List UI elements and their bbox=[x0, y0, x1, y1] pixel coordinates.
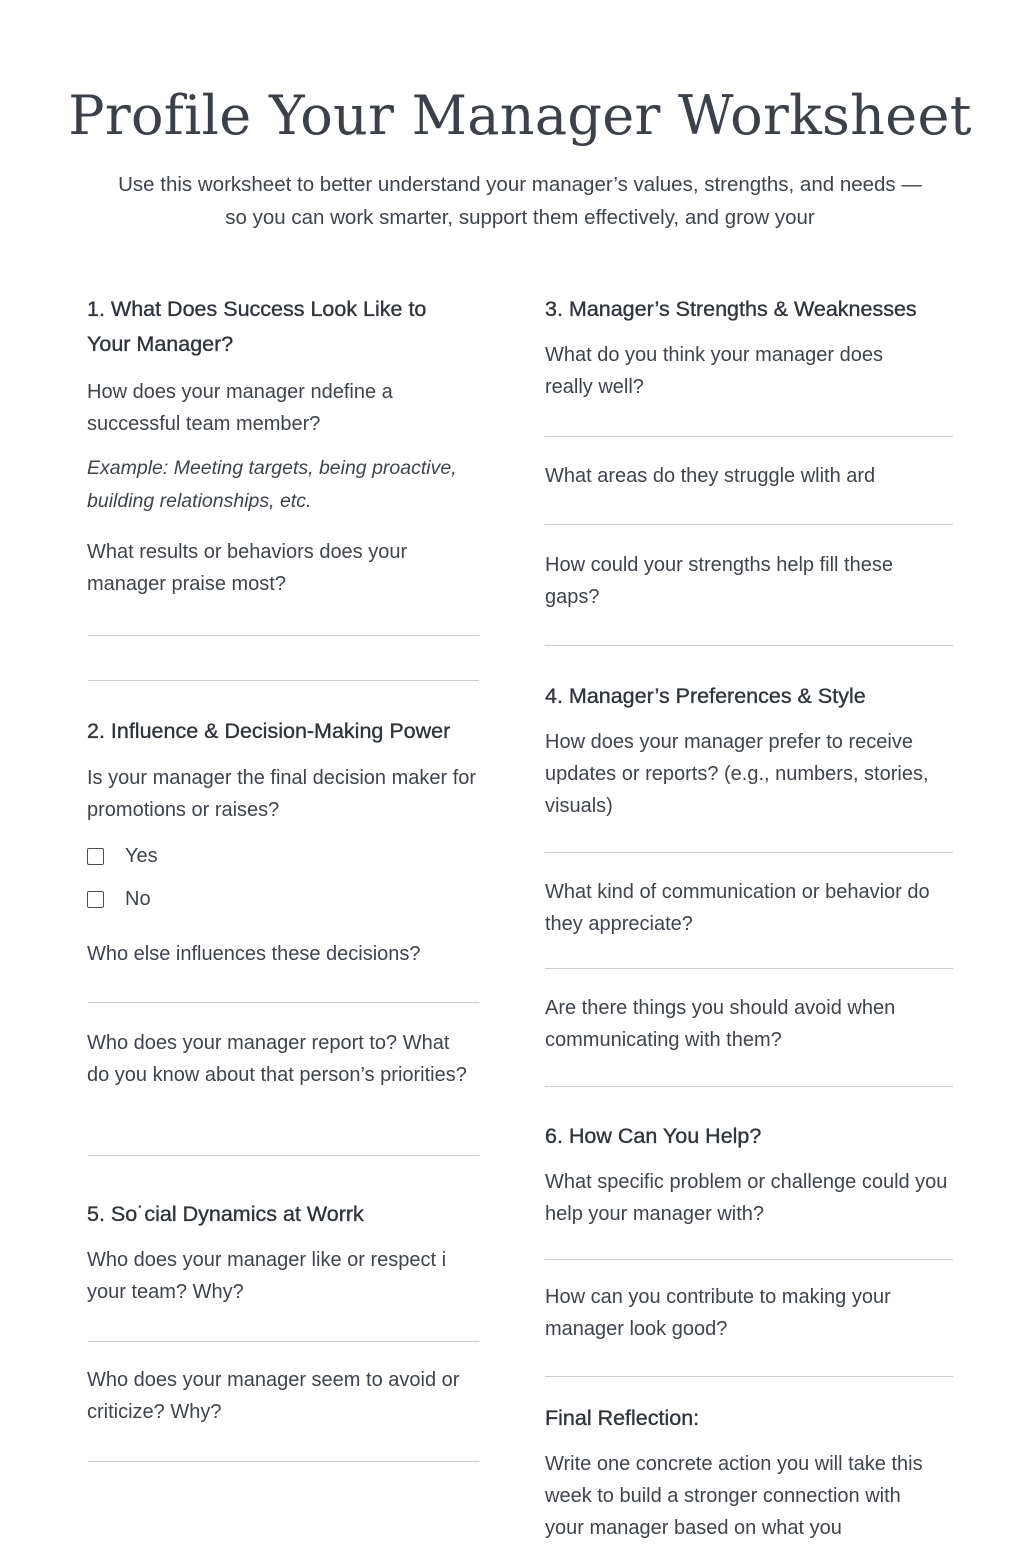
section-4-question-1: How does your manager prefer to receive updates or reports? (e.g., numbers, stories, visuals) bbox=[545, 731, 929, 817]
section-6-question-2: How can you contribute to making your manager look good? bbox=[545, 1286, 891, 1340]
section-2-question-2: Who else influences these decisions? bbox=[87, 943, 421, 965]
section-2-question-1: Is your manager the final decision maker for promotions or raises? bbox=[87, 767, 477, 821]
answer-line[interactable] bbox=[545, 1086, 953, 1087]
answer-line[interactable] bbox=[545, 852, 953, 853]
section-5-question-1: Who does your manager like or respect i your team? Why? bbox=[87, 1249, 447, 1303]
section-2-question-3: Who does your manager report to? What do you know about that person’s priorities? bbox=[87, 1032, 467, 1086]
answer-line[interactable] bbox=[88, 1461, 479, 1462]
answer-line[interactable] bbox=[545, 645, 953, 646]
section-5-heading: 5. So˙cial Dynamics at Worrk bbox=[87, 1202, 364, 1226]
final-reflection-heading: Final Reflection: bbox=[545, 1406, 700, 1430]
answer-line[interactable] bbox=[88, 1155, 479, 1156]
answer-line[interactable] bbox=[88, 1341, 479, 1342]
section-1-question-2: What results or behaviors does your manager praise most? bbox=[87, 541, 408, 595]
final-reflection-prompt: Write one concrete action you will take this week to build a stronger connection with your manager based on what you bbox=[545, 1453, 923, 1539]
option-yes-label: Yes bbox=[125, 844, 158, 867]
answer-line[interactable] bbox=[545, 968, 953, 969]
no-checkbox[interactable] bbox=[87, 891, 104, 908]
section-6-question-1: What specific problem or challenge could you help your manager with? bbox=[545, 1171, 948, 1225]
answer-line[interactable] bbox=[88, 680, 479, 681]
answer-line[interactable] bbox=[545, 524, 953, 525]
answer-line[interactable] bbox=[88, 635, 479, 636]
page-subtitle: Use this worksheet to better understand your manager’s values, strengths, and needs — so you can work smarter, support them effectively, and grow your bbox=[118, 173, 922, 229]
answer-line[interactable] bbox=[88, 1002, 479, 1003]
section-5-question-2: Who does your manager seem to avoid or criticize? Why? bbox=[87, 1369, 460, 1423]
section-3-question-3: How could your strengths help fill these gaps? bbox=[545, 554, 893, 608]
yes-checkbox[interactable] bbox=[87, 848, 104, 865]
page-title: Profile Your Manager Worksheet bbox=[68, 84, 972, 147]
option-no[interactable] bbox=[87, 887, 151, 911]
section-1-heading: 1. What Does Success Look Like to Your Manager? bbox=[87, 297, 427, 356]
option-yes[interactable] bbox=[87, 844, 158, 868]
section-6-heading: 6. How Can You Help? bbox=[545, 1124, 762, 1148]
answer-line[interactable] bbox=[545, 1376, 953, 1377]
section-1-example: Example: Meeting targets, being proactive, building relationships, etc. bbox=[87, 457, 457, 512]
option-no-label: No bbox=[125, 887, 151, 910]
section-3-heading: 3. Manager’s Strengths & Weaknesses bbox=[545, 297, 917, 321]
section-4-question-3: Are there things you should avoid when communicating with them? bbox=[545, 997, 896, 1051]
section-4-question-2: What kind of communication or behavior do they appreciate? bbox=[545, 881, 930, 935]
section-1-question-1: How does your manager ndefine a successful team member? bbox=[87, 381, 393, 435]
answer-line[interactable] bbox=[545, 1259, 953, 1260]
section-2-heading: 2. Influence & Decision-Making Power bbox=[87, 719, 451, 743]
section-3-question-2: What areas do they struggle wlith ard bbox=[545, 465, 876, 487]
answer-line[interactable] bbox=[545, 436, 953, 437]
section-4-heading: 4. Manager’s Preferences & Style bbox=[545, 684, 866, 708]
section-3-question-1: What do you think your manager does really well? bbox=[545, 344, 883, 398]
